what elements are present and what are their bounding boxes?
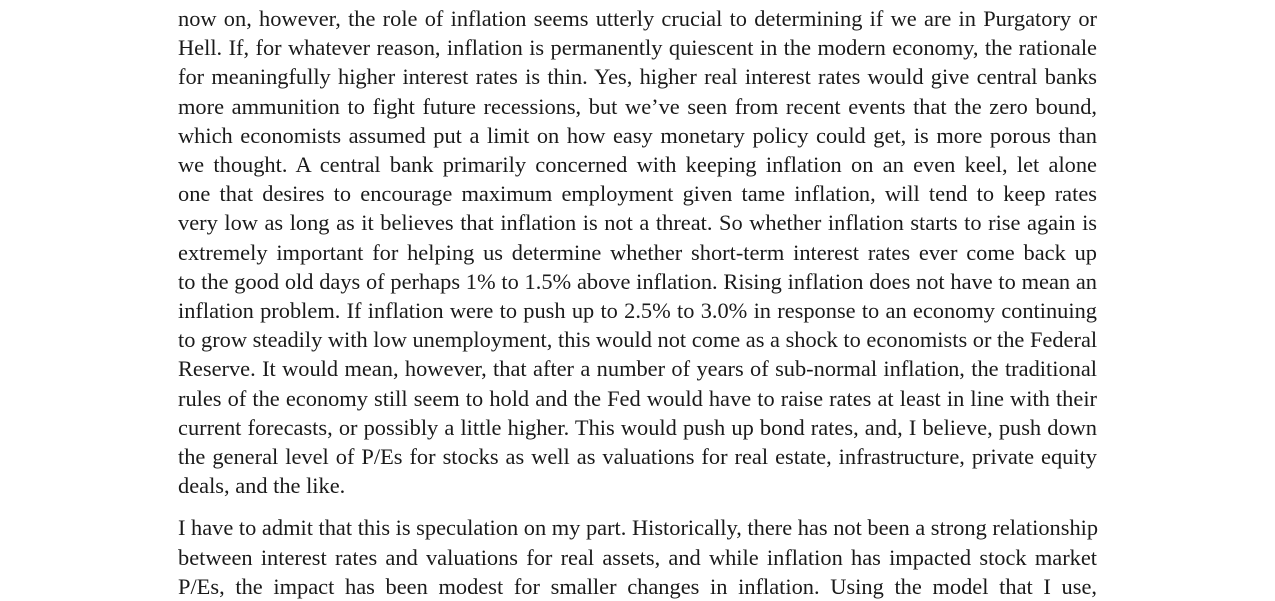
text-line: extremely important for helping us determine whether short-term interest rates ever come back up xyxy=(178,239,1097,265)
text-line: for meaningfully higher interest rates is thin. Yes, higher real interest rates would give central banks xyxy=(178,64,1097,90)
text-line: between interest rates and valuations for real assets, and while inflation has impacted stock market xyxy=(178,544,1097,570)
text-line: more ammunition to fight future recessions, but we’ve seen from recent events that the zero bound, xyxy=(178,93,1097,119)
text-line: Hell. If, for whatever reason, inflation is permanently quiescent in the modern economy, the rationale xyxy=(178,35,1097,61)
text-line: now on, however, the role of inflation seems utterly crucial to determining if we are in Purgatory or xyxy=(178,6,1097,31)
text-line: Reserve. It would mean, however, that after a number of years of sub-normal inflation, the traditional xyxy=(178,356,1097,382)
paragraph-2 xyxy=(178,513,1097,601)
text-line: I have to admit that this is speculation on my part. Historically, there has not been a strong relationship xyxy=(178,515,1099,541)
text-line: one that desires to encourage maximum employment given tame inflation, will tend to keep rates xyxy=(178,181,1097,207)
text-line: deals, and the like. xyxy=(178,473,346,499)
text-line: which economists assumed put a limit on how easy monetary policy could get, is more porous than xyxy=(178,122,1097,148)
document-page xyxy=(178,4,1097,601)
text-line: to the good old days of perhaps 1% to 1.5% above inflation. Rising inflation does not have to mean an xyxy=(178,268,1097,294)
text-line: current forecasts, or possibly a little higher. This would push up bond rates, and, I believe, push down xyxy=(178,414,1097,440)
paragraph-1 xyxy=(178,4,1097,500)
text-line: rules of the economy still seem to hold and the Fed would have to raise rates at least in line with their xyxy=(178,385,1097,411)
text-line: P/Es, the impact has been modest for smaller changes in inflation. Using the model that I use, xyxy=(178,573,1097,599)
text-line: inflation problem. If inflation were to push up to 2.5% to 3.0% in response to an economy continuing xyxy=(178,298,1097,324)
text-line: the general level of P/Es for stocks as well as valuations for real estate, infrastructure, private equity xyxy=(178,444,1097,470)
text-line: to grow steadily with low unemployment, this would not come as a shock to economists or the Federal xyxy=(178,327,1098,353)
text-line: very low as long as it believes that inflation is not a threat. So whether inflation starts to rise again is xyxy=(178,210,1097,236)
text-line: we thought. A central bank primarily concerned with keeping inflation on an even keel, let alone xyxy=(178,152,1097,178)
